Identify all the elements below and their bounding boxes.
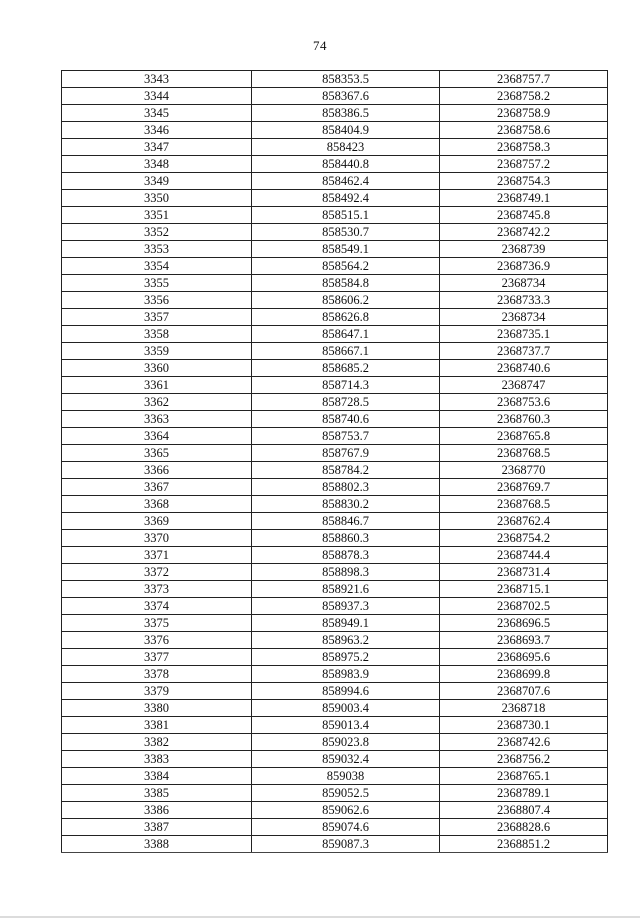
y-coordinate-cell: 2368730.1 [440, 717, 608, 734]
y-coordinate-cell: 2368733.3 [440, 292, 608, 309]
table-row [62, 700, 608, 717]
table-row [62, 734, 608, 751]
x-coordinate-cell: 858802.3 [252, 479, 440, 496]
point-number-cell: 3351 [62, 207, 252, 224]
x-coordinate-cell: 859013.4 [252, 717, 440, 734]
point-number-cell: 3380 [62, 700, 252, 717]
point-number-cell: 3373 [62, 581, 252, 598]
table-row [62, 411, 608, 428]
x-coordinate-cell: 858492.4 [252, 190, 440, 207]
y-coordinate-cell: 2368765.1 [440, 768, 608, 785]
table-row [62, 836, 608, 853]
point-number-cell: 3372 [62, 564, 252, 581]
table-row [62, 717, 608, 734]
table-row [62, 190, 608, 207]
x-coordinate-cell: 858937.3 [252, 598, 440, 615]
table-row [62, 207, 608, 224]
table-row [62, 377, 608, 394]
y-coordinate-cell: 2368696.5 [440, 615, 608, 632]
x-coordinate-cell: 858530.7 [252, 224, 440, 241]
point-number-cell: 3388 [62, 836, 252, 853]
table-row [62, 819, 608, 836]
point-number-cell: 3352 [62, 224, 252, 241]
y-coordinate-cell: 2368695.6 [440, 649, 608, 666]
y-coordinate-cell: 2368744.4 [440, 547, 608, 564]
x-coordinate-cell: 858860.3 [252, 530, 440, 547]
x-coordinate-cell: 858584.8 [252, 275, 440, 292]
y-coordinate-cell: 2368737.7 [440, 343, 608, 360]
y-coordinate-cell: 2368828.6 [440, 819, 608, 836]
table-row [62, 241, 608, 258]
y-coordinate-cell: 2368756.2 [440, 751, 608, 768]
point-number-cell: 3383 [62, 751, 252, 768]
y-coordinate-cell: 2368851.2 [440, 836, 608, 853]
y-coordinate-cell: 2368768.5 [440, 445, 608, 462]
point-number-cell: 3348 [62, 156, 252, 173]
y-coordinate-cell: 2368745.8 [440, 207, 608, 224]
y-coordinate-cell: 2368702.5 [440, 598, 608, 615]
point-number-cell: 3346 [62, 122, 252, 139]
table-row [62, 105, 608, 122]
x-coordinate-cell: 858440.8 [252, 156, 440, 173]
y-coordinate-cell: 2368718 [440, 700, 608, 717]
y-coordinate-cell: 2368734 [440, 275, 608, 292]
y-coordinate-cell: 2368753.6 [440, 394, 608, 411]
x-coordinate-cell: 858898.3 [252, 564, 440, 581]
x-coordinate-cell: 858462.4 [252, 173, 440, 190]
y-coordinate-cell: 2368707.6 [440, 683, 608, 700]
y-coordinate-cell: 2368742.6 [440, 734, 608, 751]
point-number-cell: 3344 [62, 88, 252, 105]
x-coordinate-cell: 859023.8 [252, 734, 440, 751]
point-number-cell: 3356 [62, 292, 252, 309]
coordinates-table [61, 70, 608, 853]
y-coordinate-cell: 2368715.1 [440, 581, 608, 598]
y-coordinate-cell: 2368736.9 [440, 258, 608, 275]
x-coordinate-cell: 858606.2 [252, 292, 440, 309]
table-row [62, 768, 608, 785]
point-number-cell: 3360 [62, 360, 252, 377]
table-row [62, 445, 608, 462]
x-coordinate-cell: 858728.5 [252, 394, 440, 411]
x-coordinate-cell: 858353.5 [252, 71, 440, 88]
y-coordinate-cell: 2368758.9 [440, 105, 608, 122]
y-coordinate-cell: 2368747 [440, 377, 608, 394]
table-row [62, 394, 608, 411]
point-number-cell: 3367 [62, 479, 252, 496]
x-coordinate-cell: 858423 [252, 139, 440, 156]
x-coordinate-cell: 859032.4 [252, 751, 440, 768]
point-number-cell: 3363 [62, 411, 252, 428]
x-coordinate-cell: 859003.4 [252, 700, 440, 717]
x-coordinate-cell: 859062.6 [252, 802, 440, 819]
y-coordinate-cell: 2368757.2 [440, 156, 608, 173]
point-number-cell: 3345 [62, 105, 252, 122]
x-coordinate-cell: 858626.8 [252, 309, 440, 326]
x-coordinate-cell: 858667.1 [252, 343, 440, 360]
y-coordinate-cell: 2368742.2 [440, 224, 608, 241]
point-number-cell: 3371 [62, 547, 252, 564]
point-number-cell: 3370 [62, 530, 252, 547]
x-coordinate-cell: 859052.5 [252, 785, 440, 802]
x-coordinate-cell: 858830.2 [252, 496, 440, 513]
point-number-cell: 3368 [62, 496, 252, 513]
point-number-cell: 3378 [62, 666, 252, 683]
point-number-cell: 3376 [62, 632, 252, 649]
point-number-cell: 3375 [62, 615, 252, 632]
y-coordinate-cell: 2368769.7 [440, 479, 608, 496]
x-coordinate-cell: 858714.3 [252, 377, 440, 394]
table-row [62, 598, 608, 615]
x-coordinate-cell: 858975.2 [252, 649, 440, 666]
x-coordinate-cell: 858740.6 [252, 411, 440, 428]
table-row [62, 71, 608, 88]
y-coordinate-cell: 2368754.2 [440, 530, 608, 547]
table-row [62, 564, 608, 581]
table-row [62, 632, 608, 649]
table-row [62, 547, 608, 564]
x-coordinate-cell: 858564.2 [252, 258, 440, 275]
x-coordinate-cell: 858386.5 [252, 105, 440, 122]
point-number-cell: 3381 [62, 717, 252, 734]
point-number-cell: 3365 [62, 445, 252, 462]
table-row [62, 683, 608, 700]
point-number-cell: 3369 [62, 513, 252, 530]
point-number-cell: 3357 [62, 309, 252, 326]
table-row [62, 581, 608, 598]
point-number-cell: 3384 [62, 768, 252, 785]
x-coordinate-cell: 858949.1 [252, 615, 440, 632]
x-coordinate-cell: 859087.3 [252, 836, 440, 853]
table-row [62, 258, 608, 275]
y-coordinate-cell: 2368765.8 [440, 428, 608, 445]
y-coordinate-cell: 2368758.3 [440, 139, 608, 156]
x-coordinate-cell: 858685.2 [252, 360, 440, 377]
table-row [62, 615, 608, 632]
y-coordinate-cell: 2368740.6 [440, 360, 608, 377]
table-row [62, 309, 608, 326]
y-coordinate-cell: 2368789.1 [440, 785, 608, 802]
table-row [62, 802, 608, 819]
table-row [62, 462, 608, 479]
x-coordinate-cell: 859038 [252, 768, 440, 785]
y-coordinate-cell: 2368693.7 [440, 632, 608, 649]
point-number-cell: 3387 [62, 819, 252, 836]
x-coordinate-cell: 858404.9 [252, 122, 440, 139]
y-coordinate-cell: 2368807.4 [440, 802, 608, 819]
point-number-cell: 3377 [62, 649, 252, 666]
y-coordinate-cell: 2368749.1 [440, 190, 608, 207]
x-coordinate-cell: 858994.6 [252, 683, 440, 700]
point-number-cell: 3355 [62, 275, 252, 292]
table-row [62, 479, 608, 496]
table-row [62, 173, 608, 190]
x-coordinate-cell: 858878.3 [252, 547, 440, 564]
y-coordinate-cell: 2368758.2 [440, 88, 608, 105]
point-number-cell: 3359 [62, 343, 252, 360]
x-coordinate-cell: 858983.9 [252, 666, 440, 683]
y-coordinate-cell: 2368699.8 [440, 666, 608, 683]
point-number-cell: 3353 [62, 241, 252, 258]
page-number: 74 [313, 38, 327, 53]
point-number-cell: 3361 [62, 377, 252, 394]
table-row [62, 428, 608, 445]
point-number-cell: 3350 [62, 190, 252, 207]
x-coordinate-cell: 858784.2 [252, 462, 440, 479]
x-coordinate-cell: 858921.6 [252, 581, 440, 598]
table-row [62, 156, 608, 173]
x-coordinate-cell: 858367.6 [252, 88, 440, 105]
table-row [62, 343, 608, 360]
table-row [62, 496, 608, 513]
y-coordinate-cell: 2368739 [440, 241, 608, 258]
y-coordinate-cell: 2368754.3 [440, 173, 608, 190]
table-row [62, 513, 608, 530]
x-coordinate-cell: 858767.9 [252, 445, 440, 462]
y-coordinate-cell: 2368762.4 [440, 513, 608, 530]
point-number-cell: 3385 [62, 785, 252, 802]
point-number-cell: 3374 [62, 598, 252, 615]
y-coordinate-cell: 2368735.1 [440, 326, 608, 343]
x-coordinate-cell: 858549.1 [252, 241, 440, 258]
table-row [62, 88, 608, 105]
table-row [62, 224, 608, 241]
table-row [62, 666, 608, 683]
point-number-cell: 3362 [62, 394, 252, 411]
x-coordinate-cell: 859074.6 [252, 819, 440, 836]
table-row [62, 530, 608, 547]
x-coordinate-cell: 858515.1 [252, 207, 440, 224]
table-row [62, 751, 608, 768]
point-number-cell: 3358 [62, 326, 252, 343]
point-number-cell: 3349 [62, 173, 252, 190]
y-coordinate-cell: 2368734 [440, 309, 608, 326]
table-row [62, 292, 608, 309]
point-number-cell: 3354 [62, 258, 252, 275]
point-number-cell: 3382 [62, 734, 252, 751]
y-coordinate-cell: 2368768.5 [440, 496, 608, 513]
point-number-cell: 3379 [62, 683, 252, 700]
point-number-cell: 3386 [62, 802, 252, 819]
y-coordinate-cell: 2368731.4 [440, 564, 608, 581]
table-row [62, 326, 608, 343]
y-coordinate-cell: 2368757.7 [440, 71, 608, 88]
x-coordinate-cell: 858647.1 [252, 326, 440, 343]
table-row [62, 122, 608, 139]
y-coordinate-cell: 2368758.6 [440, 122, 608, 139]
point-number-cell: 3343 [62, 71, 252, 88]
y-coordinate-cell: 2368760.3 [440, 411, 608, 428]
table-row [62, 275, 608, 292]
x-coordinate-cell: 858846.7 [252, 513, 440, 530]
point-number-cell: 3347 [62, 139, 252, 156]
x-coordinate-cell: 858963.2 [252, 632, 440, 649]
coordinates-table-body [62, 71, 608, 853]
table-row [62, 785, 608, 802]
point-number-cell: 3366 [62, 462, 252, 479]
table-row [62, 360, 608, 377]
table-row [62, 649, 608, 666]
y-coordinate-cell: 2368770 [440, 462, 608, 479]
x-coordinate-cell: 858753.7 [252, 428, 440, 445]
table-row [62, 139, 608, 156]
point-number-cell: 3364 [62, 428, 252, 445]
